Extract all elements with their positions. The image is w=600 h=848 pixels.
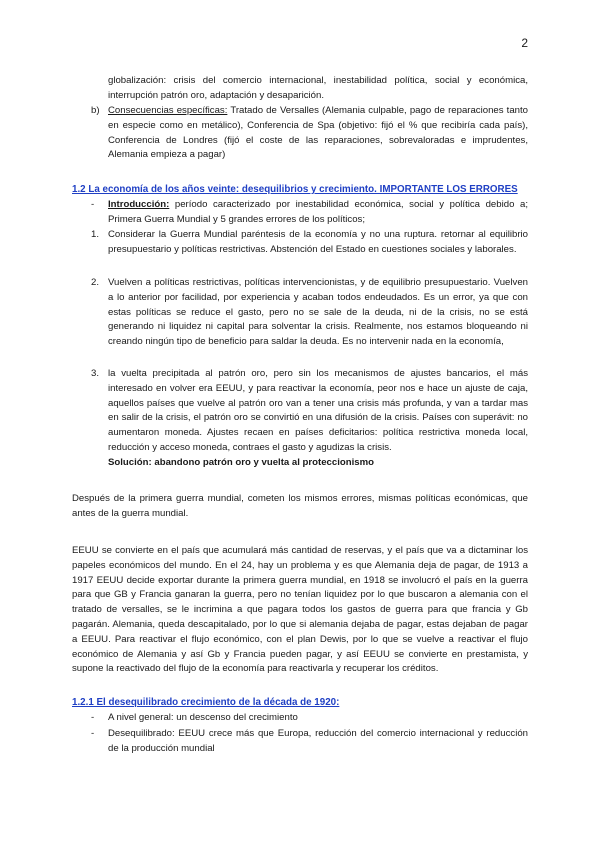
dash-marker: -: [91, 199, 95, 210]
intro-lead: Introducción:: [108, 199, 170, 210]
numbered-item-text: Vuelven a políticas restrictivas, políticas intervencionistas, y de equilibrio presupuestario. Vuelven a lo anterior por facilidad, por experiencia y acaban todos endeudados. Es un error, ya que con estas políticas se reduce el gasto, pero no se sale de la deuda, ni de la crisis, no se está generando ni liquidez ni capital para solventar la crisis. Realmente, nos estamos bloqueando ni creando ningún tipo de beneficio para saldar la deuda. Es no intervenir nada en la economía,: [108, 277, 528, 348]
intro-item: [91, 198, 528, 228]
numbered-item-1: [91, 228, 528, 258]
intro-body: período caracterizado por inestabilidad económica, social y política debido a; Primera Guerra Mundial y 5 grandes errores de los políticos;: [108, 199, 528, 225]
numbered-item-text: Considerar la Guerra Mundial paréntesis de la economía y no una ruptura. retornar al equilibrio presupuestario y políticas restrictivas. Abstención del Estado en cuestiones sociales y laborales.: [108, 229, 528, 255]
dash-item-text: A nivel general: un descenso del crecimiento: [108, 712, 298, 723]
list-item-b: [91, 104, 528, 163]
numbered-item-2: [91, 276, 528, 350]
list-item-lead: Consecuencias específicas:: [108, 105, 228, 116]
number-marker: 2.: [91, 277, 100, 288]
list-continuation: [108, 74, 528, 104]
section-heading-1-2-1: 1.2.1 El desequilibrado crecimiento de la década de 1920:: [72, 697, 340, 708]
paragraph-eeuu: EEUU se convierte en el país que acumulará más cantidad de reservas, y el país que va a dictaminar los papeles económicos del mundo. En el 24, hay un problema y es que Alemania deja de pagar, de 1913 a 1917 EEUU decide exportar durante la primera guerra mundial, en 1918 se involucró el país en la guerra para que GB y Francia ganaran la guerra, pero no tenían liquidez por lo que buscaron a alemania con el tratado de versalles, se le incrimina a que pagara todos los gastos de guerra para que francia y Gb pagarán. Alemania, queda descapitalado, por lo que si alemania dejaba de pagar, estas dejaban de pagar a EEUU. Para reactivar el flujo económico, con el plan Dewis, por lo que se vuelve a reactivar el flujo económico de Alemania y así Gb y Francia pueden pagar, y así EEUU se convierte en prestamista, y supone la reactivado del flujo de la economía para reactivarla y recuperar los créditos.: [72, 545, 528, 675]
list-item-text: [108, 104, 528, 163]
dash-item-text: Desequilibrado: EEUU crece más que Europa, reducción del comercio internacional y reducción de la producción mundial: [108, 728, 528, 754]
dash-item-1: [91, 711, 528, 726]
dash-marker: -: [91, 728, 95, 739]
number-marker: 1.: [91, 229, 100, 240]
numbered-item-3: [91, 367, 528, 471]
numbered-item-text: la vuelta precipitada al patrón oro, pero sin los mecanismos de ajustes bancarios, el más interesado en volver era EEUU, y para reactivar la economía, peor nos e hace un ajuste de caja, aquellos países que vuelve al patrón oro van a tener una crisis más profunda, y van a tardar mas en salir de la crisis, el patrón oro se convirtió en una difusión de la crisis. Países con superávit: no aumentaron moneda. Ajustes recaen en países deficitarios: política restrictiva moneda local, reducción y acceso moneda, contraes el gasto y agudizas la crisis.: [108, 368, 528, 453]
number-marker: 3.: [91, 368, 100, 379]
intro-text: [108, 198, 528, 228]
page-number: 2: [521, 36, 528, 50]
numbered-item-body: [108, 367, 528, 471]
list-item-body: Tratado de Versalles (Alemania culpable, pago de reparaciones tanto en especie como en metálico), Conferencia de Spa (objetivo: fijó el % que recibiría cada país), Conferencia de Londres (fijó el coste de las reparaciones, sobrevaloradas e imprudentes, Alemania empieza a pagar): [108, 105, 528, 161]
dash-marker: -: [91, 712, 95, 723]
dash-item-2: [91, 727, 528, 757]
list-marker: b): [91, 105, 100, 116]
paragraph-errors: Después de la primera guerra mundial, cometen los mismos errores, mismas políticas económicas, que antes de la guerra mundial.: [72, 493, 528, 519]
section-heading-1-2: 1.2 La economía de los años veinte: desequilibrios y crecimiento. IMPORTANTE LOS ERRORES: [72, 184, 518, 195]
solution-text: Solución: abandono patrón oro y vuelta al proteccionismo: [108, 456, 374, 468]
list-item-text: globalización: crisis del comercio internacional, inestabilidad política, social y económica, interrupción patrón oro, adaptación y desaparición.: [108, 75, 528, 101]
